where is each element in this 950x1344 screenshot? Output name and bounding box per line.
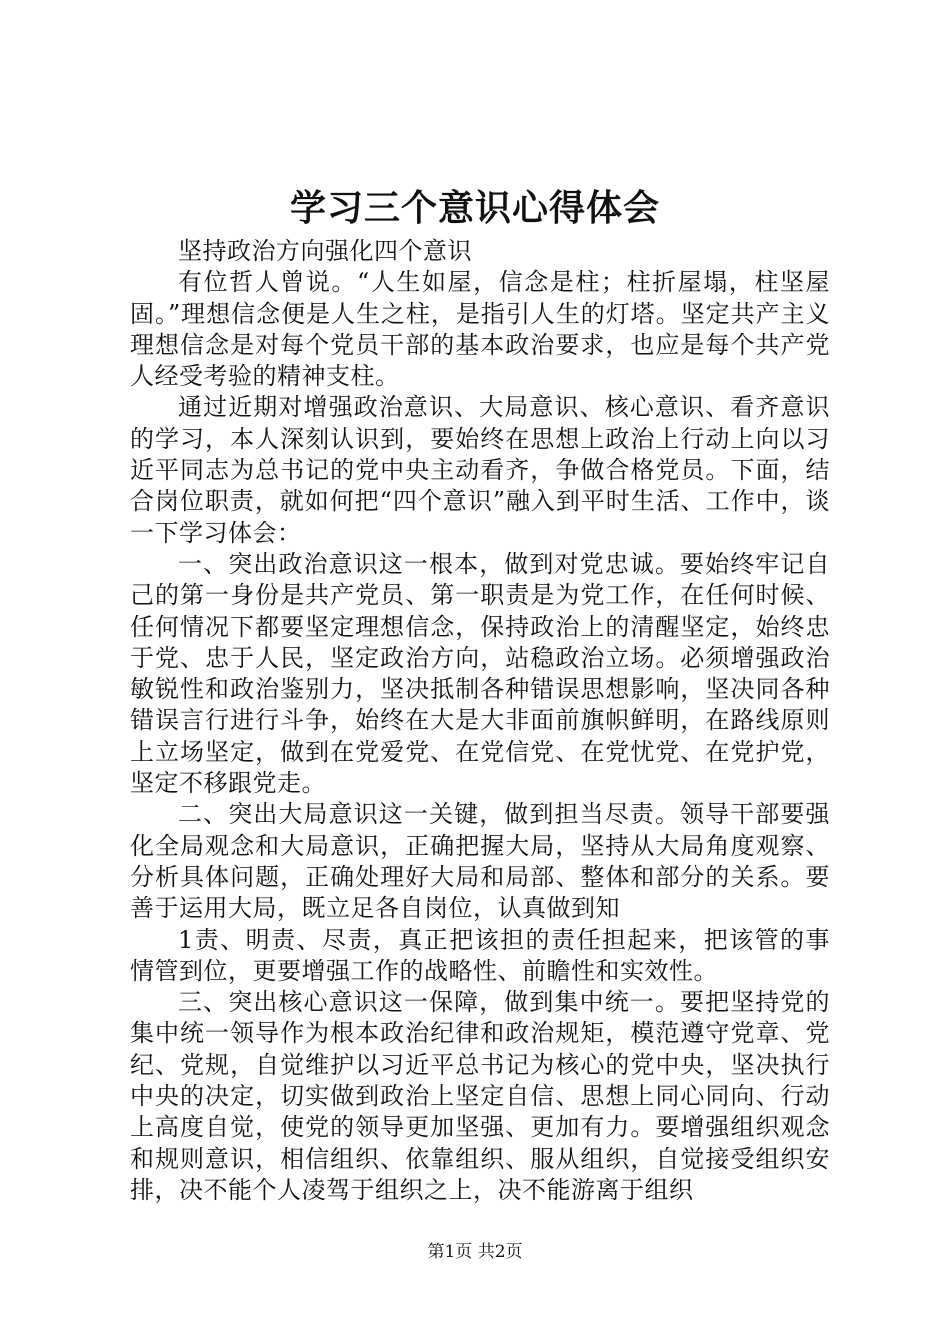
paragraph-6: 三、突出核心意识这一保障，做到集中统一。要把坚持党的集中统一领导作为根本政治纪律和政治规矩，模范遵守党章、党纪、党规，自觉维护以习近平总书记为核心的党中央，坚决执行中央的决定，切实做到政治上坚定自信、思想上同心同向、行动上高度自觉，使党的领导更加坚强、更加有力。要增强组织观念和规则意识，相信组织、依靠组织、服从组织，自觉接受组织安排，决不能个人凌驾于组织之上，决不能游离于组织	[130, 988, 830, 1204]
paragraph-subtitle: 坚持政治方向强化四个意识	[178, 237, 472, 265]
page-footer: 第1页 共2页	[427, 1242, 523, 1262]
paragraph-2: 通过近期对增强政治意识、大局意识、核心意识、看齐意识的学习，本人深刻认识到，要始终在思想上政治上行动上向以习近平同志为总书记的党中央主动看齐，争做合格党员。下面，结合岗位职责，就如何把“四个意识”融入到平时生活、工作中，谈一下学习体会：	[130, 393, 830, 547]
paragraph-5: 1责、明责、尽责，真正把该担的责任担起来，把该管的事情管到位，更要增强工作的战略性、前瞻性和实效性。	[130, 925, 830, 985]
paragraph-3: 一、突出政治意识这一根本，做到对党忠诚。要始终牢记自己的第一身份是共产党员、第一职责是为党工作，在任何时候、任何情况下都要坚定理想信念，保持政治上的清醒坚定，始终忠于党、忠于人民，坚定政治方向，站稳政治立场。必须增强政治敏锐性和政治鉴别力，坚决抵制各种错误思想影响，坚决同各种错误言行进行斗争，始终在大是大非面前旗帜鲜明，在路线原则上立场坚定，做到在党爱党、在党信党、在党忧党、在党护党，坚定不移跟党走。	[130, 549, 830, 798]
paragraph-1: 有位哲人曾说。“人生如屋，信念是柱；柱折屋塌，柱坚屋固。”理想信念便是人生之柱，是指引人生的灯塔。坚定共产主义理想信念是对每个党员干部的基本政治要求，也应是每个共产党人经受考验的精神支柱。	[130, 268, 830, 391]
document-body	[130, 236, 830, 1206]
paragraph-4: 二、突出大局意识这一关键，做到担当尽责。领导干部要强化全局观念和大局意识，正确把握大局，坚持从大局角度观察、分析具体问题，正确处理好大局和局部、整体和部分的关系。要善于运用大局，既立足各自岗位，认真做到知	[130, 800, 830, 923]
document-title: 学习三个意识心得体会	[289, 187, 660, 229]
